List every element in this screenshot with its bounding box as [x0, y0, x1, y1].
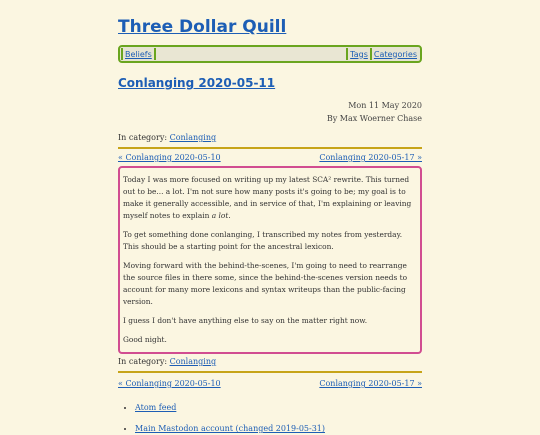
next-post-link[interactable]: Conlanging 2020-05-17 » — [319, 153, 422, 162]
category-line-top — [118, 132, 422, 144]
category-link[interactable]: Conlanging — [169, 133, 217, 142]
paragraph — [123, 174, 416, 222]
prev-post-link[interactable]: « Conlanging 2020-05-10 — [118, 379, 221, 388]
divider — [118, 147, 422, 149]
pager-bottom — [118, 378, 422, 390]
nav-spacer — [156, 48, 346, 60]
post-title-link[interactable]: Conlanging 2020-05-11 — [118, 76, 276, 90]
post-author: By Max Woerner Chase — [326, 114, 422, 123]
navbar — [118, 45, 422, 63]
list-item — [135, 423, 422, 435]
paragraph: Moving forward with the behind-the-scenes, I'm going to need to rearrange the source files in there some, since the behind-the-scenes version needs to account for many more lexicons and syntax writeups than the public-facing version. — [123, 261, 408, 306]
page — [118, 0, 422, 435]
post-meta — [118, 99, 422, 125]
prev-post-link[interactable]: « Conlanging 2020-05-10 — [118, 153, 221, 162]
paragraph-text: . — [228, 211, 231, 220]
atom-feed-link[interactable]: Atom feed — [135, 403, 177, 412]
footer-links — [118, 402, 422, 435]
category-link[interactable]: Conlanging — [169, 357, 217, 366]
pager-top — [118, 152, 422, 164]
list-item — [135, 402, 422, 414]
nav-beliefs[interactable]: Beliefs — [125, 49, 152, 59]
nav-categories[interactable]: Categories — [373, 49, 417, 59]
paragraph: Good night. — [123, 335, 167, 344]
divider — [118, 371, 422, 373]
category-line-bottom — [118, 356, 422, 368]
paragraph: To get something done conlanging, I transcribed my notes from yesterday. This should be a starting point for the ancestral lexicon. — [123, 230, 403, 251]
site-title-link[interactable]: Three Dollar Quill — [118, 17, 287, 37]
nav-tags[interactable]: Tags — [350, 49, 368, 59]
post-content — [118, 166, 422, 354]
mastodon-link[interactable]: Main Mastodon account (changed 2019-05-31) — [135, 424, 325, 433]
category-prefix: In category: — [118, 357, 168, 366]
paragraph-text: Today I was more focused on writing up my latest SCA² rewrite. This turned out to be... a lot. I'm not sure how many posts it's going to be; my goal is to make it generally accessible, and in service of that, I'm explaining or leaving myself notes to explain — [123, 175, 412, 220]
emphasis-text: a lot — [211, 211, 229, 220]
paragraph: I guess I don't have anything else to say on the matter right now. — [123, 316, 368, 325]
category-prefix: In category: — [118, 133, 168, 142]
post-date: Mon 11 May 2020 — [348, 101, 422, 110]
next-post-link[interactable]: Conlanging 2020-05-17 » — [319, 379, 422, 388]
